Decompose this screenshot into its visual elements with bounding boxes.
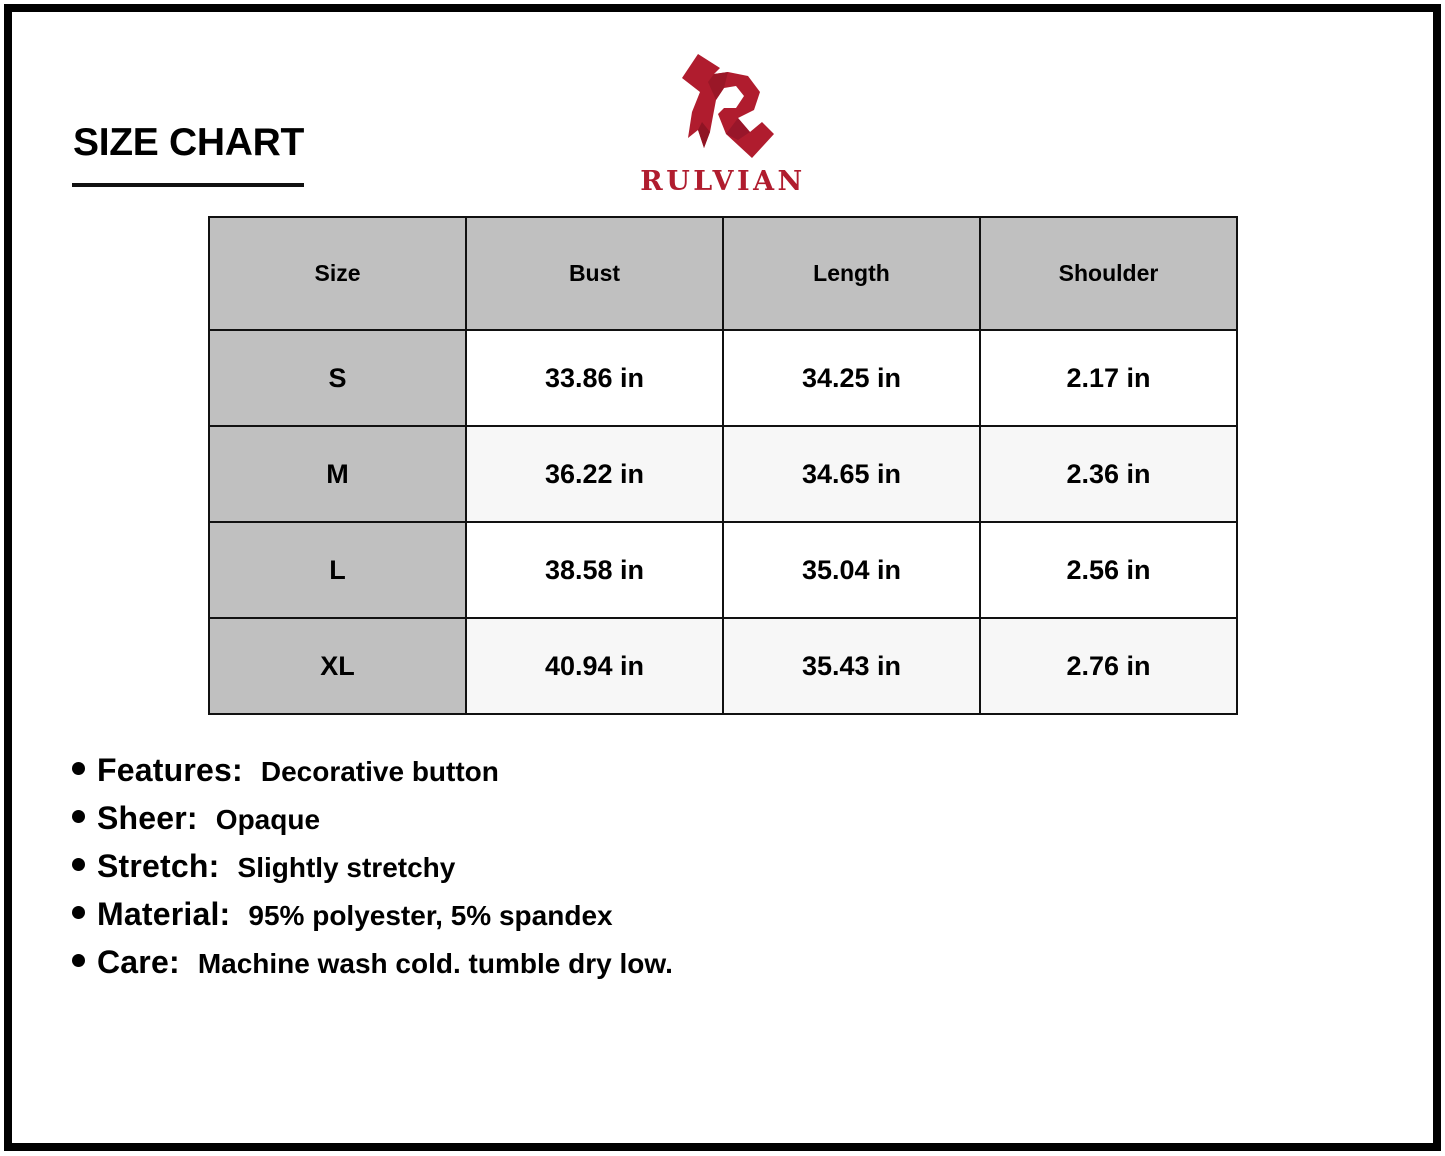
bust-cell: 40.94 in [466, 618, 723, 714]
length-cell: 35.43 in [723, 618, 980, 714]
feature-label: Features: [97, 752, 243, 788]
brand-name: RULVIAN [640, 166, 806, 197]
bullet-icon [72, 762, 85, 775]
title-underline-divider [72, 183, 304, 187]
column-header-shoulder: Shoulder [980, 217, 1237, 330]
length-cell: 34.65 in [723, 426, 980, 522]
feature-label: Care: [97, 944, 180, 980]
column-header-size: Size [209, 217, 466, 330]
size-cell: M [209, 426, 466, 522]
page-title: SIZE CHART [73, 121, 305, 164]
table-header-row [209, 217, 1237, 330]
feature-item-stretch [72, 848, 673, 896]
size-cell: L [209, 522, 466, 618]
bust-cell: 36.22 in [466, 426, 723, 522]
feature-label: Stretch: [97, 848, 220, 884]
feature-value: Decorative button [260, 756, 499, 787]
stylized-r-logo-icon [678, 52, 774, 162]
feature-item-material [72, 896, 673, 944]
feature-value: Machine wash cold. tumble dry low. [197, 948, 673, 979]
bust-cell: 33.86 in [466, 330, 723, 426]
size-chart-table [208, 216, 1238, 715]
feature-label: Material: [97, 896, 231, 932]
shoulder-cell: 2.17 in [980, 330, 1237, 426]
shoulder-cell: 2.56 in [980, 522, 1237, 618]
table-row [209, 426, 1237, 522]
feature-value: 95% polyester, 5% spandex [248, 900, 613, 931]
table-row [209, 330, 1237, 426]
bullet-icon [72, 858, 85, 871]
feature-label: Sheer: [97, 800, 198, 836]
feature-item-care [72, 944, 673, 992]
table-row [209, 522, 1237, 618]
size-cell: XL [209, 618, 466, 714]
bullet-icon [72, 954, 85, 967]
column-header-bust: Bust [466, 217, 723, 330]
length-cell: 34.25 in [723, 330, 980, 426]
product-features-list [72, 752, 673, 992]
feature-value: Opaque [215, 804, 321, 835]
size-cell: S [209, 330, 466, 426]
shoulder-cell: 2.36 in [980, 426, 1237, 522]
table-row [209, 618, 1237, 714]
bust-cell: 38.58 in [466, 522, 723, 618]
feature-item-sheer [72, 800, 673, 848]
bullet-icon [72, 810, 85, 823]
brand-logo [626, 52, 820, 198]
length-cell: 35.04 in [723, 522, 980, 618]
feature-item-features [72, 752, 673, 800]
bullet-icon [72, 906, 85, 919]
feature-value: Slightly stretchy [237, 852, 456, 883]
shoulder-cell: 2.76 in [980, 618, 1237, 714]
column-header-length: Length [723, 217, 980, 330]
